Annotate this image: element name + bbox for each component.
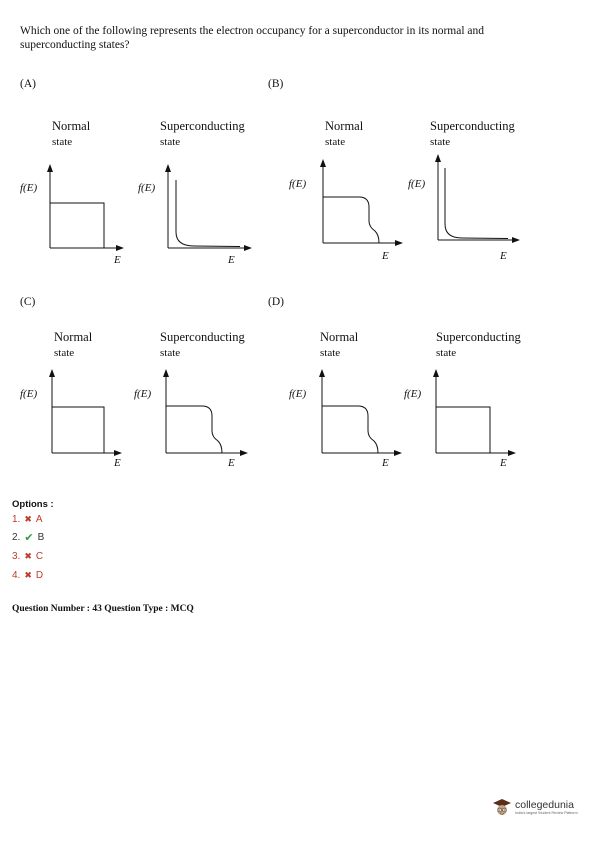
option-number: 3. xyxy=(12,550,21,562)
question-meta: Question Number : 43 Question Type : MCQ xyxy=(12,604,194,614)
plot-a2-title: Superconducting xyxy=(160,119,245,133)
plot-d2-subtitle: state xyxy=(436,347,457,359)
question-text: Which one of the following represents the electron occupancy for a superconductor in its normal and superconducting states? xyxy=(20,25,484,51)
logo-tagline: India's largest Student Review Platform xyxy=(515,811,578,815)
option-number: 2. xyxy=(12,531,21,543)
plot-d1-xlabel: E xyxy=(382,457,389,469)
x-arrow xyxy=(240,450,248,456)
plot-c2-xlabel: E xyxy=(228,457,235,469)
x-arrow xyxy=(394,450,402,456)
option-2[interactable] xyxy=(12,530,44,544)
plot-d1 xyxy=(312,365,412,465)
occupancy-curve xyxy=(52,407,104,453)
plot-c2-title: Superconducting xyxy=(160,330,245,344)
plot-d2-title: Superconducting xyxy=(436,330,521,344)
plot-b2-ylabel: f(E) xyxy=(408,178,426,190)
plot-b2-title: Superconducting xyxy=(430,119,515,133)
plot-a2-subtitle: state xyxy=(160,136,181,148)
cross-icon: ✖ xyxy=(24,513,32,524)
plot-a2-ylabel: f(E) xyxy=(138,182,156,194)
plot-a1-xlabel: E xyxy=(114,254,121,266)
plot-b1-xlabel: E xyxy=(382,250,389,262)
cross-icon: ✖ xyxy=(24,550,32,561)
plot-d1-subtitle: state xyxy=(320,347,341,359)
plot-c2-ylabel: f(E) xyxy=(134,388,152,400)
occupancy-curve xyxy=(323,197,379,243)
plot-c1 xyxy=(42,365,132,465)
x-arrow xyxy=(116,245,124,251)
option-4[interactable] xyxy=(12,568,43,582)
option-text: A xyxy=(35,513,43,525)
x-arrow xyxy=(508,450,516,456)
options-heading: Options : xyxy=(12,499,54,510)
mascot-icon xyxy=(492,798,512,818)
plot-b1 xyxy=(313,155,413,255)
plot-a2-xlabel: E xyxy=(228,254,235,266)
option-label-a: (A) xyxy=(20,78,36,90)
logo-name: collegedunia xyxy=(515,799,574,811)
collegedunia-logo[interactable] xyxy=(492,798,578,818)
plot-c2-subtitle: state xyxy=(160,347,181,359)
plot-b1-ylabel: f(E) xyxy=(289,178,307,190)
option-number: 4. xyxy=(12,569,21,581)
plot-a1-ylabel: f(E) xyxy=(20,182,38,194)
x-arrow xyxy=(244,245,252,251)
x-arrow xyxy=(395,240,403,246)
cross-icon: ✖ xyxy=(24,569,32,580)
plot-a1-title: Normal xyxy=(52,119,91,133)
option-label-d: (D) xyxy=(268,296,284,308)
plot-c1-xlabel: E xyxy=(114,457,121,469)
plot-d2 xyxy=(426,365,526,465)
occupancy-curve xyxy=(166,406,222,453)
plot-c2 xyxy=(156,365,256,465)
occupancy-curve xyxy=(322,406,378,453)
option-label-b: (B) xyxy=(268,78,284,90)
option-3[interactable] xyxy=(12,549,43,563)
option-text: C xyxy=(35,550,44,562)
plot-b1-title: Normal xyxy=(325,119,364,133)
plot-d1-title: Normal xyxy=(320,330,359,344)
option-number: 1. xyxy=(12,513,21,525)
plot-d1-ylabel: f(E) xyxy=(289,388,307,400)
plot-a2 xyxy=(158,160,258,260)
plot-c1-title: Normal xyxy=(54,330,93,344)
plot-d2-ylabel: f(E) xyxy=(404,388,422,400)
plot-c1-ylabel: f(E) xyxy=(20,388,38,400)
occupancy-curve xyxy=(176,180,240,247)
x-arrow xyxy=(114,450,122,456)
plot-b1-subtitle: state xyxy=(325,136,346,148)
option-text: D xyxy=(35,569,44,581)
occupancy-curve xyxy=(445,168,508,239)
plot-b2 xyxy=(428,150,528,250)
plot-a1-subtitle: state xyxy=(52,136,73,148)
plot-d2-xlabel: E xyxy=(500,457,507,469)
occupancy-curve xyxy=(50,203,104,248)
occupancy-curve xyxy=(436,407,490,453)
option-label-c: (C) xyxy=(20,296,36,308)
plot-b2-subtitle: state xyxy=(430,136,451,148)
plot-a1 xyxy=(40,160,130,260)
check-icon: ✔ xyxy=(24,531,34,544)
option-1[interactable] xyxy=(12,512,43,526)
plot-c1-subtitle: state xyxy=(54,347,75,359)
x-arrow xyxy=(512,237,520,243)
option-text: B xyxy=(37,531,45,543)
plot-b2-xlabel: E xyxy=(500,250,507,262)
